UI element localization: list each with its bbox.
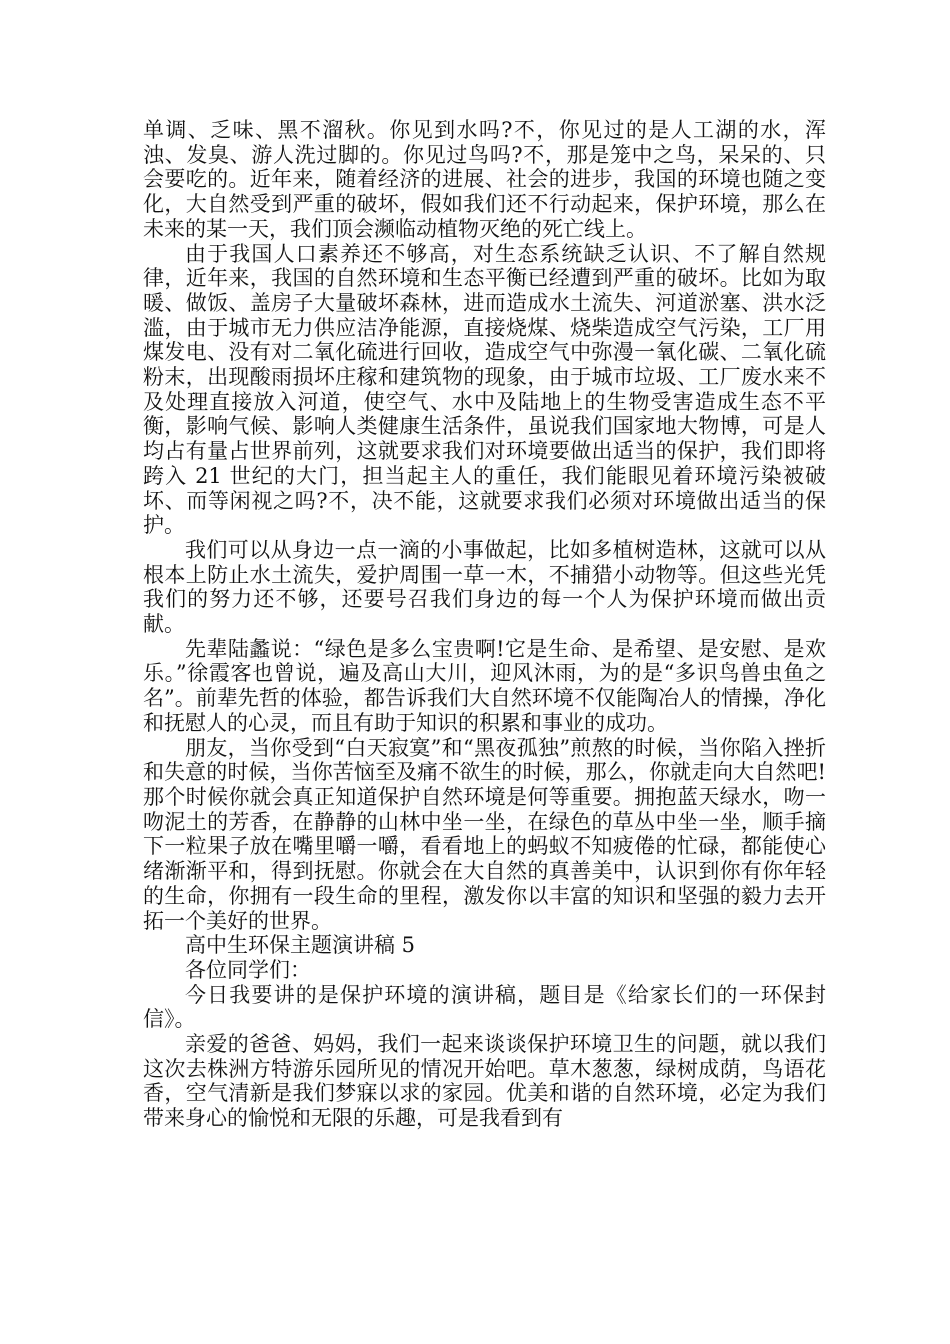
salutation: 各位同学们：: [185, 957, 311, 982]
paragraph-nature-comfort: 朋友，当你受到“白天寂寞”和“黑夜孤独”煎熬的时候，当你陷入挫折和失意的时候，当你苦恼至及痛不欲生的时候，那么，你就走向大自然吧!那个时候你就会真正知道保护自然环境是何等重要。拥抱蓝天绿水，吻一吻泥土的芳香，在静静的山林中坐一坐，在绿色的草丛中坐一坐，顺手摘下一粒果子放在嘴里嚼一嚼，看看地上的蚂蚁不知疲倦的忙碌，都能使心绪渐渐平和，得到抚慰。你就会在大自然的真善美中，认识到你有你年轻的生命，你拥有一段生命的里程，激发你以丰富的知识和坚强的毅力去开拓一个美好的世界。: [143, 735, 826, 933]
paragraph-small-actions: 我们可以从身边一点一滴的小事做起，比如多植树造林，这就可以从根本上防止水土流失，爱护周围一草一木，不捕猎小动物等。但这些光凭我们的努力还不够，还要号召我们身边的每一个人为保护环境而做出贡献。: [143, 537, 826, 637]
paragraph-letter-start: 亲爱的爸爸、妈妈，我们一起来谈谈保护环境卫生的问题，就以我们这次去株洲方特游乐园所见的情况开始吧。草木葱葱，绿树成荫，鸟语花香，空气清新是我们梦寐以求的家园。优美和谐的自然环境，必定为我们带来身心的愉悦和无限的乐趣，可是我看到有: [143, 1032, 826, 1131]
section-title: 高中生环保主题演讲稿 5: [185, 933, 416, 958]
paragraph-quotes: 先辈陆蠡说：“绿色是多么宝贵啊!它是生命、是希望、是安慰、是欢乐。”徐霞客也曾说，遍及高山大川，迎风沐雨，为的是“多识鸟兽虫鱼之名”。前辈先哲的体验，都告诉我们大自然环境不仅能陶冶人的情操，净化和抚慰人的心灵，而且有助于知识的积累和事业的成功。: [143, 636, 826, 735]
paragraph-continued: 单调、乏味、黑不溜秋。你见到水吗?不，你见过的是人工湖的水，浑浊、发臭、游人洗过脚的。你见过鸟吗?不，那是笼中之鸟，呆呆的、只会要吃的。近年来，随着经济的进展、社会的进步，我国的环境也随之变化，大自然受到严重的破坏，假如我们还不行动起来，保护环境，那么在未来的某一天，我们顶会濒临动植物灭绝的死亡线上。: [143, 118, 826, 241]
document-page: [143, 118, 826, 1131]
paragraph-topic: 今日我要讲的是保护环境的演讲稿，题目是《给家长们的一环保封信》。: [143, 982, 826, 1032]
paragraph-ecology-damage: 由于我国人口素养还不够高，对生态系统缺乏认识、不了解自然规律，近年来，我国的自然环境和生态平衡已经遭到严重的破坏。比如为取暖、做饭、盖房子大量破坏森林，进而造成水土流失、河道淤塞、洪水泛滥，由于城市无力供应洁净能源，直接烧煤、烧柴造成空气污染，工厂用煤发电、没有对二氧化硫进行回收，造成空气中弥漫一氧化碳、二氧化硫粉末，出现酸雨损坏庄稼和建筑物的现象，由于城市垃圾、工厂废水来不及处理直接放入河道，使空气、水中及陆地上的生物受害造成生态不平衡，影响气候、影响人类健康生活条件，虽说我们国家地大物博，可是人均占有量占世界前列，这就要求我们对环境要做出适当的保护，我们即将跨入 21 世纪的大门，担当起主人的重任，我们能眼见着环境污染被破坏、而等闲视之吗?不，决不能，这就要求我们必须对环境做出适当的保护。: [143, 241, 826, 538]
